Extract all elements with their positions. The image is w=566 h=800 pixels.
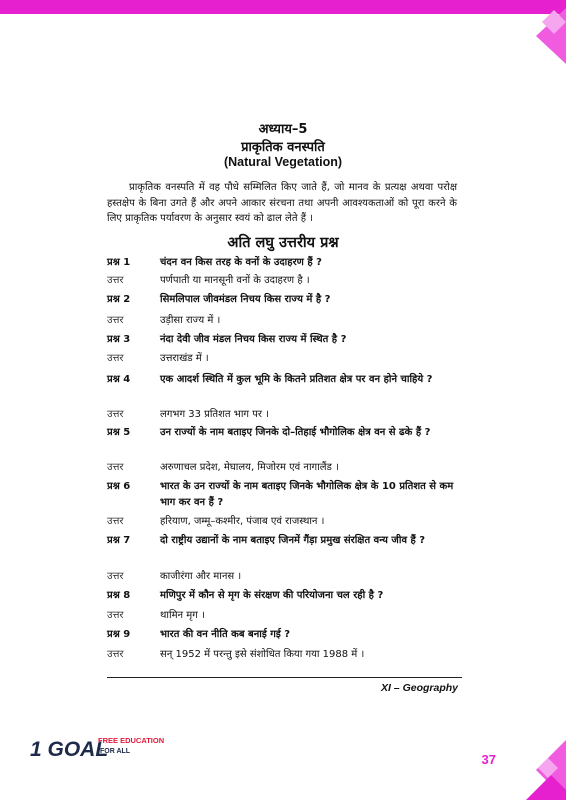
answer-9 <box>107 647 467 663</box>
answer-6 <box>107 514 467 530</box>
question-text: दो राष्ट्रीय उद्यानों के नाम बताइए जिनमें गैंड़ा प्रमुख संरक्षित वन्य जीव हैं ? <box>160 535 426 546</box>
answer-5 <box>107 460 467 476</box>
answer-text: उड़ीसा राज्य में । <box>160 315 221 326</box>
answer-text: लगभग 33 प्रतिशत भाग पर । <box>160 409 269 420</box>
intro-paragraph: प्राकृतिक वनस्पति में वह पौधे सम्मिलित किए जाते हैं, जो मानव के प्रत्यक्ष अथवा परोक्ष हस्तक्षेप के बिना उगते हैं और अपने आकार संरचना तथा अपनी आवश्यकताओं को पूरा करने के लिए प्राकृतिक पर्यावरण के अनुसार स्वयं को ढाल लेते हैं । <box>107 182 457 224</box>
question-3 <box>107 332 467 348</box>
question-1 <box>107 255 467 271</box>
answer-3 <box>107 351 467 367</box>
chapter-title-english: (Natural Vegetation) <box>223 155 343 169</box>
top-right-diamond-decoration <box>506 0 566 70</box>
answer-2 <box>107 313 467 329</box>
answer-label: उत्तर <box>107 649 124 660</box>
logo-main-text: 1 GOAL <box>30 738 109 761</box>
question-label: प्रश्न 9 <box>107 629 131 640</box>
question-text: नंदा देवी जीव मंडल निचय किस राज्य में स्थित है ? <box>160 334 347 345</box>
answer-text: पर्णपाती या मानसूनी वनों के उदाहरण है । <box>160 275 310 286</box>
question-8 <box>107 588 467 604</box>
top-decorative-band <box>0 0 566 14</box>
answer-label: उत्तर <box>107 409 124 420</box>
question-label: प्रश्न 2 <box>107 294 131 305</box>
chapter-number: अध्याय–5 <box>258 122 308 137</box>
question-text: चंदन वन किस तरह के वनों के उदाहरण हैं ? <box>160 257 322 268</box>
bottom-right-diamond-decoration <box>496 740 566 800</box>
question-label: प्रश्न 8 <box>107 590 131 601</box>
footer-divider <box>107 677 462 678</box>
logo <box>30 736 165 762</box>
page-number: 37 <box>481 752 496 767</box>
question-text: भारत की वन नीति कब बनाई गई ? <box>160 629 291 640</box>
question-text: सिमलिपाल जीवमंडल निचय किस राज्य में है ? <box>160 294 331 305</box>
answer-1 <box>107 273 467 289</box>
question-text: भारत के उन राज्यों के नाम बताइए जिनके भौगोलिक क्षेत्र के 10 प्रतिशत से कम भाग कर वन हैं ? <box>160 481 454 508</box>
question-label: प्रश्न 3 <box>107 334 131 345</box>
answer-label: उत्तर <box>107 315 124 326</box>
answer-7 <box>107 569 467 585</box>
answer-label: उत्तर <box>107 275 124 286</box>
logo-tagline-2: FOR ALL <box>100 748 131 755</box>
answer-text: काजीरंगा और मानस । <box>160 571 242 582</box>
question-2 <box>107 292 467 308</box>
question-text: मणिपुर में कौन से मृग के संरक्षण की परियोजना चल रही है ? <box>160 590 384 601</box>
question-7 <box>107 533 467 549</box>
answer-8 <box>107 608 467 624</box>
section-heading: अति लघु उत्तरीय प्रश्न <box>227 235 339 251</box>
question-6 <box>107 479 467 510</box>
question-9 <box>107 627 467 643</box>
chapter-title-hindi: प्राकृतिक वनस्पति <box>241 140 325 155</box>
question-text: उन राज्यों के नाम बताइए जिनके दो–तिहाई भौगोलिक क्षेत्र वन से ढके हैं ? <box>160 427 431 438</box>
answer-label: उत्तर <box>107 353 124 364</box>
question-5 <box>107 425 467 441</box>
question-label: प्रश्न 7 <box>107 535 131 546</box>
question-4 <box>107 372 467 388</box>
question-text: एक आदर्श स्थिति में कुल भूमि के कितने प्रतिशत क्षेत्र पर वन होने चाहिये ? <box>160 374 433 385</box>
answer-label: उत्तर <box>107 462 124 473</box>
subject-label: XI – Geography <box>380 682 458 694</box>
answer-label: उत्तर <box>107 610 124 621</box>
answer-text: सन् 1952 में परन्तु इसे संशोधित किया गया 1988 में । <box>160 649 365 660</box>
answer-text: उत्तराखंड में । <box>160 353 209 364</box>
answer-text: अरुणाचल प्रदेश, मेघालय, मिजोरम एवं नागालैंड । <box>160 462 339 473</box>
question-label: प्रश्न 1 <box>107 257 131 268</box>
answer-text: थामिन मृग । <box>160 610 205 621</box>
question-label: प्रश्न 4 <box>107 374 131 385</box>
answer-label: उत्तर <box>107 571 124 582</box>
question-label: प्रश्न 6 <box>107 481 131 492</box>
logo-tagline-1: FREE EDUCATION <box>98 736 165 745</box>
answer-4 <box>107 407 467 423</box>
answer-label: उत्तर <box>107 516 124 527</box>
question-label: प्रश्न 5 <box>107 427 131 438</box>
answer-text: हरियाण, जम्मू–कश्मीर, पंजाब एवं राजस्थान । <box>160 516 325 527</box>
